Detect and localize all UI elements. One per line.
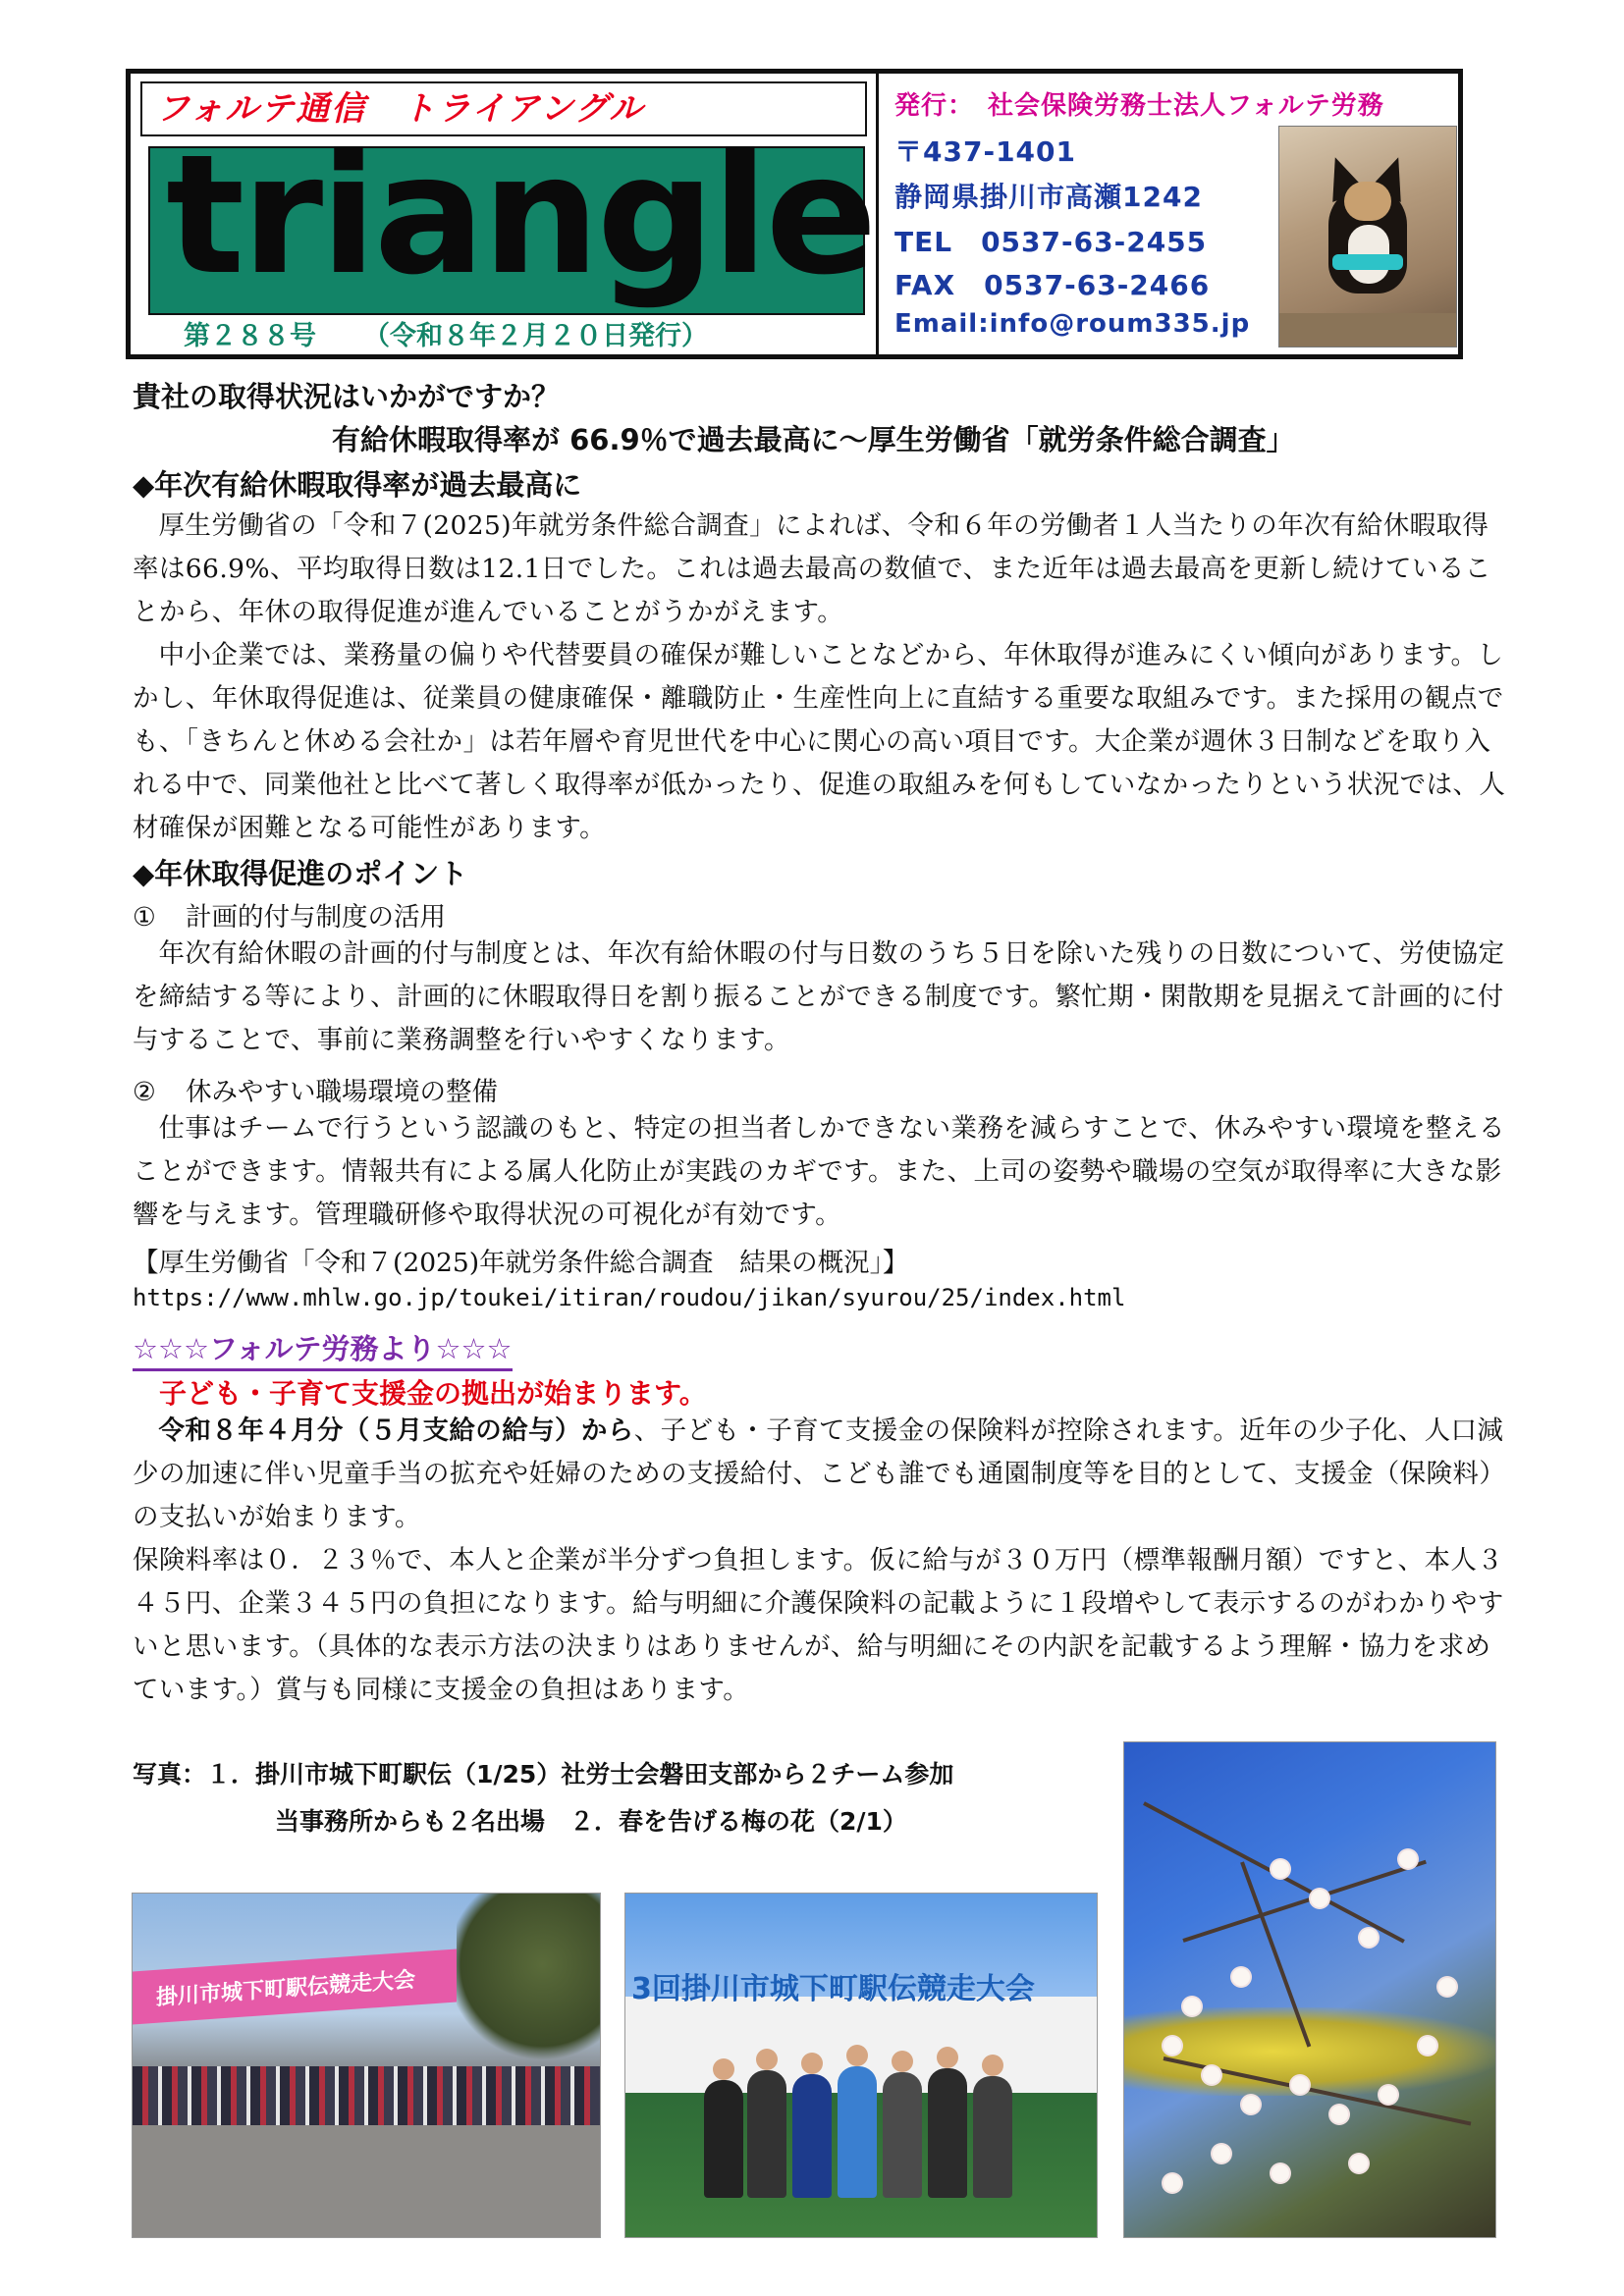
point-title: 休みやすい職場環境の整備: [186, 1077, 498, 1107]
postal-code: 〒437-1401: [894, 135, 1076, 168]
address: 静岡県掛川市高瀬1242: [894, 181, 1203, 213]
issue-number: 第２８８号: [184, 321, 316, 351]
paragraph-text: 、子ども・子育て支援金の保険料が控除されます。近年の少子化、人口減少の加速に伴い児童手当の拡充や妊婦のための支援給付、こども誰でも通園制度等を目的として、支援金（保険料）の支払いが始まります。: [133, 1415, 1506, 1532]
child-support-body: [133, 1410, 1507, 1712]
photo-banner-text: 掛川市城下町駅伝競走大会: [156, 1967, 416, 2011]
point-1-body: [133, 933, 1507, 1062]
point-number: ②: [133, 1077, 156, 1107]
headline-lead: 貴社の取得状況はいかがですか？: [133, 380, 561, 413]
newsletter-logo: triangle: [166, 119, 875, 311]
photo-caption: 当事務所からも２名出場 ２．春を告げる梅の花（2/1）: [275, 1807, 907, 1836]
point-number: ①: [133, 902, 156, 933]
logo-band: [148, 119, 875, 315]
newsletter-jp-title: フォルテ通信 トライアングル: [140, 81, 867, 136]
fax: FAX 0537-63-2466: [894, 269, 1211, 301]
ekiden-start-photo: [132, 1893, 601, 2238]
plum-blossom-photo: [1123, 1741, 1496, 2238]
paragraph: 厚生労働省の「令和７(2025)年就労条件総合調査」によれば、令和６年の労働者１人当たりの年次有給休暇取得率は66.9%、平均取得日数は12.1日でした。これは過去最高の数値で、また近年は過去最高を更新し続けていることから、年休の取得促進が進んでいることがうかがえます。: [133, 510, 1491, 627]
source-url-link[interactable]: https://www.mhlw.go.jp/toukei/itiran/roudou/jikan/syurou/25/index.html: [133, 1284, 1126, 1311]
effective-date-emphasis: 令和８年４月分（５月支給の給与）から: [158, 1415, 634, 1446]
issue-date: （令和８年２月２０日発行）: [363, 321, 708, 351]
paragraph: 中小企業では、業務量の偏りや代替要員の確保が難しいことなどから、年休取得が進みにくい傾向があります。しかし、年休取得促進は、従業員の健康確保・離職防止・生産性向上に直結する重要な取組みです。また採用の観点でも、「きちんと休める会社か」は若年層や育児世代を中心に関心の高い項目です。大企業が週休３日制などを取り入れる中で、同業他社と比べて著しく取得率が低かったり、促進の取組みを何もしていなかったりという状況では、人材確保が困難となる可能性があります。: [133, 640, 1506, 843]
photo-caption: 写真：１．掛川市城下町駅伝（1/25）社労士会磐田支部から２チーム参加: [133, 1760, 954, 1789]
section-heading-promotion-points: ◆年休取得促進のポイント: [133, 857, 468, 890]
telephone: TEL 0537-63-2455: [894, 226, 1208, 258]
paragraph: 仕事はチームで行うという認識のもと、特定の担当者しかできない業務を減らすことで、休みやすい環境を整えることができます。情報共有による属人化防止が実践のカギです。また、上司の姿勢や職場の空気が取得率に大きな影響を与えます。管理職研修や取得状況の可視化が有効です。: [133, 1113, 1505, 1230]
issue-info: [148, 321, 865, 352]
source-reference: 【厚生労働省「令和７(2025)年就労条件総合調査 結果の概況」】: [133, 1248, 909, 1278]
section-heading-record-rate: ◆年次有給休暇取得率が過去最高に: [133, 468, 582, 502]
headline-main: 有給休暇取得率が 66.9％で過去最高に～厚生労働省「就労条件総合調査」: [332, 423, 1295, 456]
photo-banner-text: 3回掛川市城下町駅伝競走大会: [631, 1972, 1035, 2006]
paragraph: 保険料率は０．２３％で、本人と企業が半分ずつ負担します。仮に給与が３０万円（標準報酬月額）ですと、本人３４５円、企業３４５円の負担になります。給与明細に介護保険料の記載ように１段増やして表示するのがわかりやすいと思います。（具体的な表示方法の決まりはありませんが、給与明細にその内訳を記載するよう理解・協力を求めています。）賞与も同様に支援金の負担はあります。: [133, 1545, 1504, 1705]
office-news-heading: ☆☆☆フォルテ労務より☆☆☆: [133, 1327, 513, 1371]
ekiden-team-photo: [624, 1893, 1098, 2238]
publisher-name: 発行： 社会保険労務士法人フォルテ労務: [894, 91, 1384, 121]
point-2-heading: [133, 1070, 498, 1108]
email: Email:info@roum335.jp: [894, 309, 1251, 339]
dog-photo: [1278, 126, 1457, 347]
child-support-title: 子ども・子育て支援金の拠出が始まります。: [159, 1377, 707, 1410]
masthead: [126, 69, 1463, 359]
section1-body: [133, 505, 1507, 850]
point-2-body: [133, 1107, 1507, 1237]
point-title: 計画的付与制度の活用: [186, 902, 446, 933]
point-1-heading: [133, 895, 446, 934]
paragraph: 年次有給休暇の計画的付与制度とは、年次有給休暇の付与日数のうち５日を除いた残りの日数について、労使協定を締結する等により、計画的に休暇取得日を割り振ることができる制度です。繁忙期・閑散期を見据えて計画的に付与することで、事前に業務調整を行いやすくなります。: [133, 938, 1505, 1055]
paragraph: [133, 1410, 1507, 1539]
masthead-title-block: [131, 74, 879, 354]
